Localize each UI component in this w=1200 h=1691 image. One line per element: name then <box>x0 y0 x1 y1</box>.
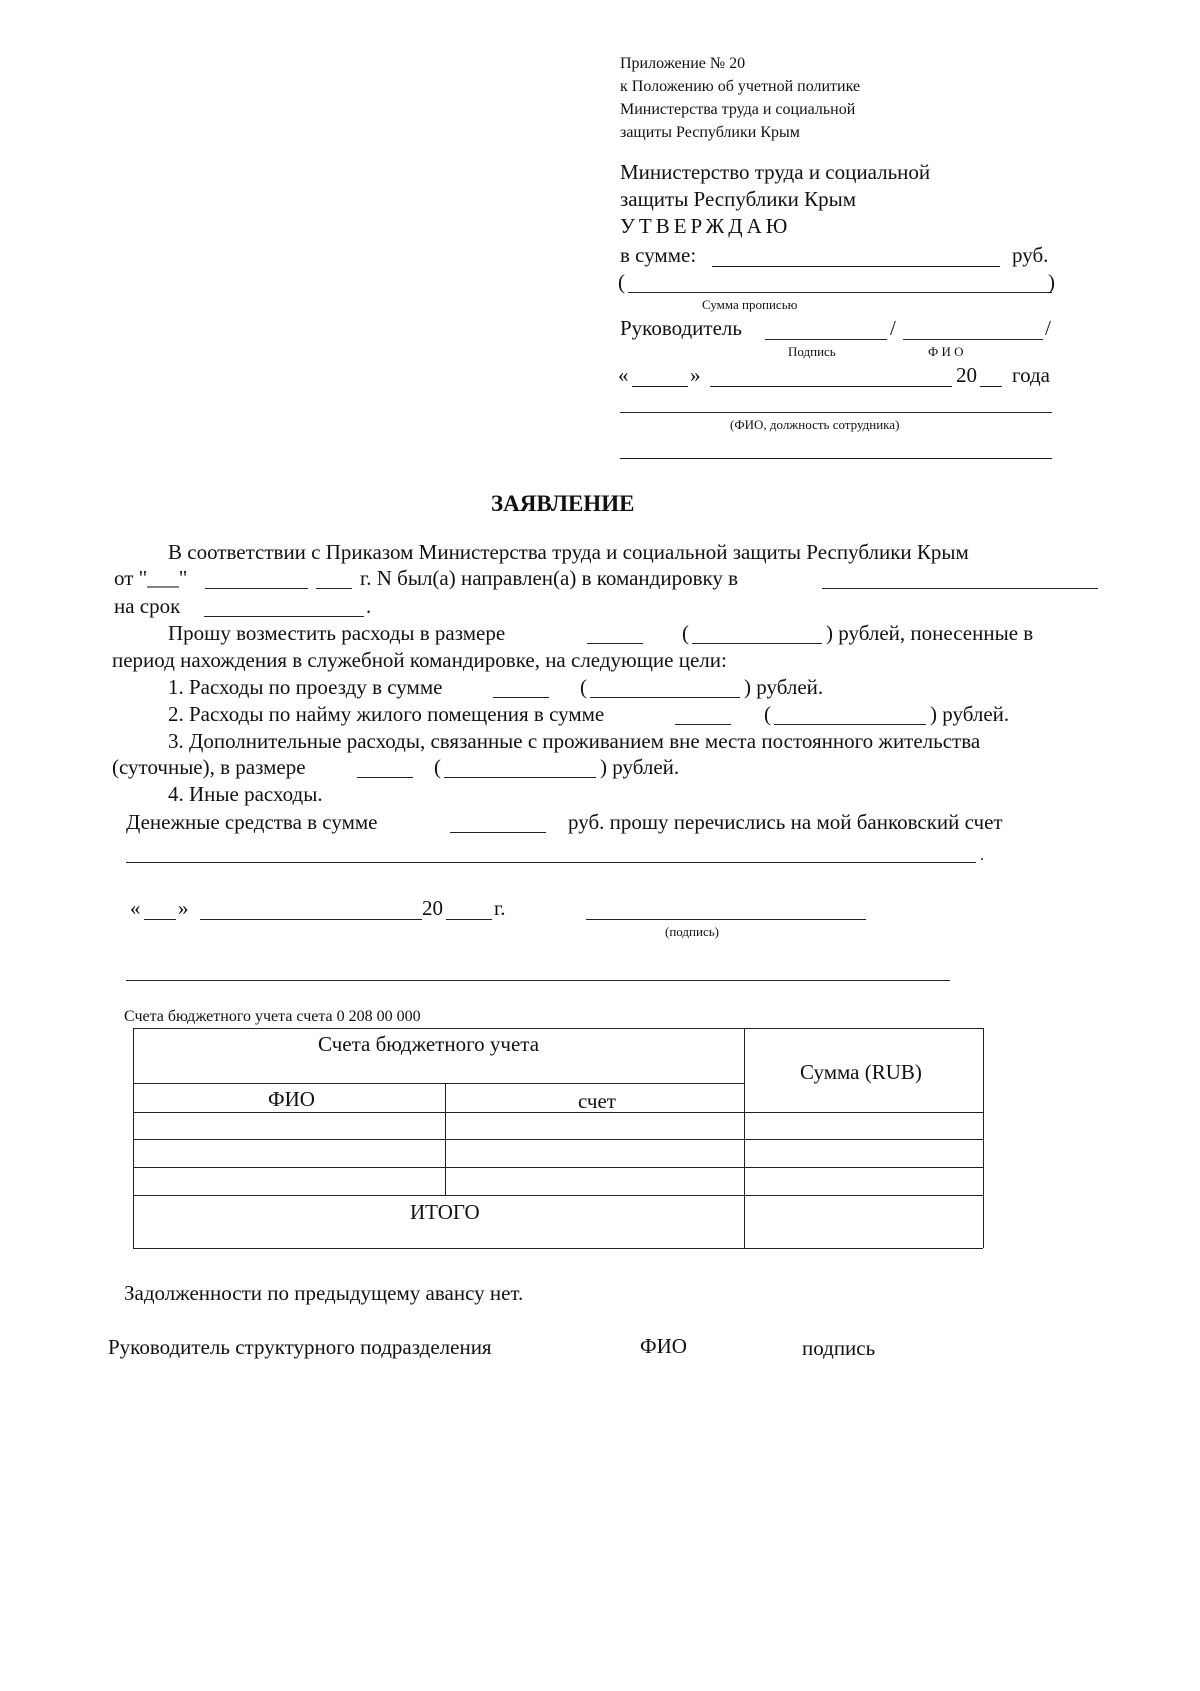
bank-account-field[interactable] <box>126 862 976 863</box>
travel-expense-open-paren: ( <box>580 675 587 699</box>
table-header-account: счет <box>578 1089 616 1113</box>
table-cell-account[interactable] <box>447 1141 742 1166</box>
housing-expense-open-paren: ( <box>764 702 771 726</box>
transfer-account-text: руб. прошу перечислись на мой банковский счет <box>568 810 1003 834</box>
housing-expense-words-field[interactable] <box>774 724 926 725</box>
order-year-field[interactable] <box>316 588 352 589</box>
applicant-date-close-quote: » <box>178 896 189 920</box>
table-divider-header-bottom <box>133 1112 983 1113</box>
approval-month-field[interactable] <box>710 386 952 387</box>
approval-year-suffix: года <box>1012 363 1050 387</box>
trip-duration-dot: . <box>366 594 372 618</box>
head-signature-caption: Подпись <box>788 344 836 359</box>
approved-amount-field[interactable] <box>712 266 1000 267</box>
housing-expense-close-text: ) рублей. <box>930 702 1010 726</box>
head-fio-caption: Ф И О <box>928 344 964 359</box>
table-border-bottom <box>133 1248 983 1249</box>
appendix-republic: защиты Республики Крым <box>620 124 800 141</box>
table-border-top <box>133 1028 983 1029</box>
housing-expense-label: 2. Расходы по найму жилого помещения в сумме <box>168 702 605 726</box>
table-border-left <box>133 1028 134 1248</box>
employee-field-line1[interactable] <box>620 412 1052 413</box>
table-cell-fio[interactable] <box>135 1114 443 1138</box>
approval-date-open-quote: « <box>618 363 629 387</box>
table-cell-sum[interactable] <box>746 1114 981 1138</box>
daily-allowance-close-text: ) рублей. <box>600 755 680 779</box>
table-header-sum: Сумма (RUB) <box>800 1060 922 1084</box>
applicant-signature-caption: (подпись) <box>665 924 719 939</box>
table-divider-row1 <box>133 1139 983 1140</box>
dept-head-fio-label: ФИО <box>640 1334 687 1358</box>
trip-destination-field[interactable] <box>822 588 1098 589</box>
table-cell-account[interactable] <box>447 1169 742 1194</box>
approval-year-prefix: 20 <box>956 363 977 387</box>
table-total-label: ИТОГО <box>410 1200 480 1224</box>
order-reference-text: В соответствии с Приказом Министерства труда и социальной защиты Республики Крым <box>168 540 969 564</box>
applicant-year-field[interactable] <box>446 919 492 920</box>
purpose-intro-text: период нахождения в служебной командировке, на следующие цели: <box>112 648 727 672</box>
ministry-name-line2: защиты Республики Крым <box>620 187 857 211</box>
employee-field-line2[interactable] <box>620 458 1052 459</box>
reimbursement-close-text: ) рублей, понесенные в <box>826 621 1034 645</box>
approved-amount-label: в сумме: <box>620 243 697 267</box>
dept-head-signature-label: подпись <box>802 1336 876 1360</box>
reimbursement-request-text: Прошу возместить расходы в размере <box>168 621 506 645</box>
table-divider-sum-column <box>744 1028 745 1248</box>
table-cell-fio[interactable] <box>135 1169 443 1194</box>
amount-words-field[interactable] <box>628 292 1052 293</box>
transfer-amount-field[interactable] <box>450 832 546 833</box>
applicant-day-field[interactable] <box>144 919 176 920</box>
no-debt-statement: Задолженности по предыдущему авансу нет. <box>124 1281 524 1305</box>
daily-allowance-open-paren: ( <box>434 755 441 779</box>
applicant-name-field[interactable] <box>126 980 950 981</box>
head-signature-field[interactable] <box>765 339 887 340</box>
travel-expense-words-field[interactable] <box>590 697 740 698</box>
table-header-fio: ФИО <box>268 1087 315 1111</box>
travel-expense-close-text: ) рублей. <box>744 675 824 699</box>
transfer-amount-label: Денежные средства в сумме <box>126 810 378 834</box>
appendix-ministry: Министерства труда и социальной <box>620 101 856 118</box>
table-cell-fio[interactable] <box>135 1141 443 1166</box>
applicant-signature-field[interactable] <box>586 919 866 920</box>
dept-head-label: Руководитель структурного подразделения <box>108 1335 492 1359</box>
applicant-month-field[interactable] <box>200 919 422 920</box>
reimbursement-amount-field[interactable] <box>587 643 643 644</box>
table-cell-account[interactable] <box>447 1114 742 1138</box>
head-fio-field[interactable] <box>903 339 1043 340</box>
other-expenses-label: 4. Иные расходы. <box>168 782 323 806</box>
applicant-year-prefix: 20 <box>422 896 443 920</box>
amount-words-open-paren: ( <box>618 270 625 294</box>
approve-stamp-text: УТВЕРЖДАЮ <box>620 214 792 238</box>
daily-allowance-amount-field[interactable] <box>357 777 413 778</box>
reimbursement-open-paren: ( <box>682 621 689 645</box>
housing-expense-amount-field[interactable] <box>675 724 731 725</box>
table-total-sum-cell[interactable] <box>746 1197 981 1247</box>
table-divider-row3 <box>133 1195 983 1196</box>
daily-allowance-label-line2: (суточные), в размере <box>112 755 306 779</box>
budget-accounts-caption: Счета бюджетного учета счета 0 208 00 000 <box>124 1008 421 1025</box>
business-trip-text: г. N был(а) направлен(а) в командировку в <box>360 566 739 590</box>
approval-year-field[interactable] <box>980 386 1002 387</box>
travel-expense-label: 1. Расходы по проезду в сумме <box>168 675 443 699</box>
reimbursement-words-field[interactable] <box>692 643 822 644</box>
head-signature-label: Руководитель <box>620 316 742 340</box>
travel-expense-amount-field[interactable] <box>493 697 549 698</box>
table-border-right <box>983 1028 984 1248</box>
table-cell-sum[interactable] <box>746 1169 981 1194</box>
order-month-field[interactable] <box>205 588 308 589</box>
appendix-reference: к Положению об учетной политике <box>620 78 861 95</box>
daily-allowance-words-field[interactable] <box>444 777 596 778</box>
trip-duration-field[interactable] <box>204 616 364 617</box>
amount-words-close-paren: ) <box>1048 270 1055 294</box>
daily-allowance-label-line1: 3. Дополнительные расходы, связанные с проживанием вне места постоянного жительства <box>168 729 981 753</box>
amount-words-caption: Сумма прописью <box>702 297 798 312</box>
approval-day-field[interactable] <box>632 386 688 387</box>
trip-duration-label: на срок <box>114 594 181 618</box>
document-title: ЗАЯВЛЕНИЕ <box>491 491 635 516</box>
table-divider-row2 <box>133 1167 983 1168</box>
head-fio-slash: / <box>1045 316 1051 340</box>
head-signature-slash: / <box>890 316 896 340</box>
bank-account-dot: . <box>980 847 984 864</box>
approved-amount-unit: руб. <box>1012 243 1049 267</box>
table-header-budget-accounts: Счета бюджетного учета <box>318 1032 540 1056</box>
appendix-number: Приложение № 20 <box>620 55 746 72</box>
order-date-prefix: от "___" <box>114 566 188 590</box>
approval-date-close-quote: » <box>690 363 701 387</box>
applicant-year-suffix: г. <box>494 896 506 920</box>
ministry-name-line1: Министерство труда и социальной <box>620 160 931 184</box>
employee-field-caption: (ФИО, должность сотрудника) <box>730 417 900 432</box>
table-divider-group-header <box>133 1083 744 1084</box>
table-cell-sum[interactable] <box>746 1141 981 1166</box>
applicant-date-open-quote: « <box>130 896 141 920</box>
